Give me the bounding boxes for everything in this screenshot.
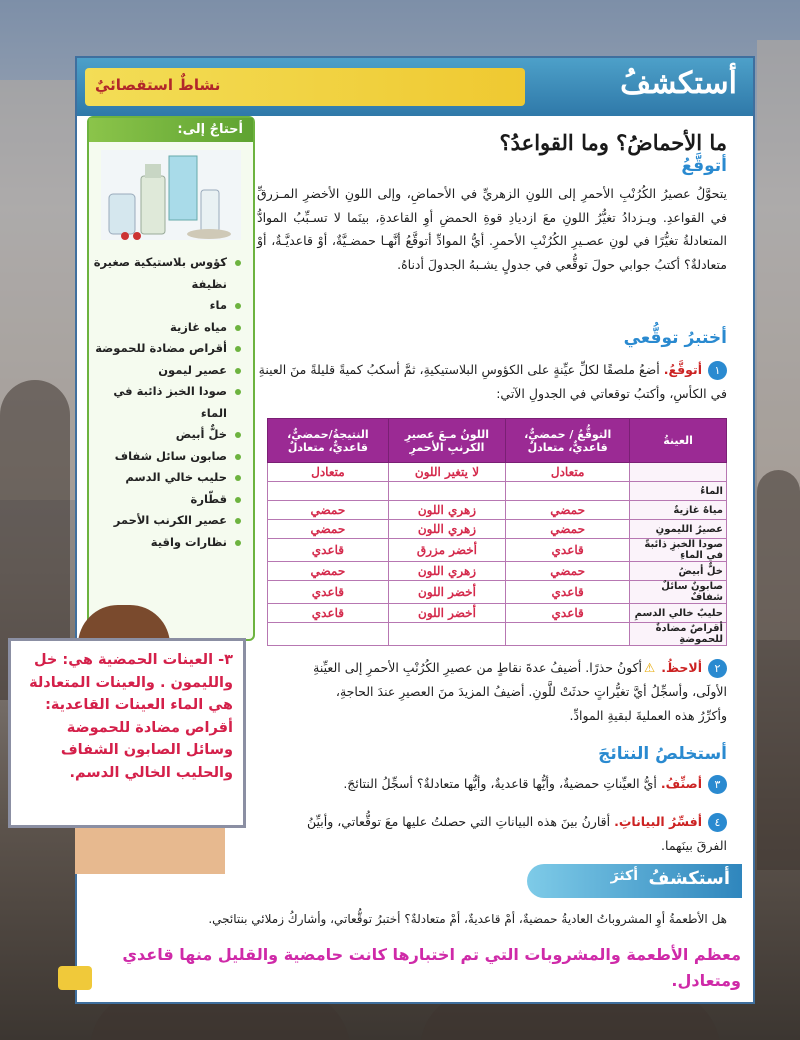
step-4 <box>307 810 727 858</box>
col-header-sample: العينةُ <box>630 419 727 463</box>
prediction-table <box>267 418 727 646</box>
explore-more-extra: أكثرَ <box>610 868 638 884</box>
material-item: صابون سائل شفاف <box>89 446 241 468</box>
step-number: ٢ <box>708 659 727 678</box>
step-number: ٣ <box>708 775 727 794</box>
explore-more-question: هل الأطعمةُ أوِ المشروباتُ العاديةُ حمضيةٌ، أمْ قاعديةٌ، أمْ متعادلةٌ؟ أختبرُ توقُّعاتي، وأشاركُ زملائي بنتائجي. <box>208 912 727 926</box>
materials-heading: أحتاجُ إلى: <box>89 118 253 142</box>
material-item: قطّارة <box>89 489 241 511</box>
explore-title: أستكشفُ <box>620 66 737 101</box>
page-tab <box>58 966 92 990</box>
step-number: ٤ <box>708 813 727 832</box>
material-item: أقراص مضادة للحموضة <box>89 338 241 360</box>
arch-shadow <box>757 470 800 870</box>
table-row: خلٌّ أبيضُ حمضي زهري اللون حمضي <box>268 562 727 581</box>
table-row: الماءُ <box>268 482 727 501</box>
table-row: صابونٌ سائلٌ شفافٌ قاعدي أخضر اللون قاعدي <box>268 581 727 604</box>
material-item: صودا الخبز ذائبة في الماء <box>89 381 241 424</box>
explore-more-banner <box>527 864 742 898</box>
table-row: صودا الخبزِ ذائبةً في الماءِ قاعدي أخضر مزرق قاعدي <box>268 539 727 562</box>
warning-icon: ⚠ <box>644 660 656 675</box>
material-item: مياه غازية <box>89 317 241 339</box>
conclude-heading: أستخلصُ النتائجَ <box>598 744 727 764</box>
step-keyword: أصنِّفُ. <box>660 776 702 791</box>
col-header-result: النتيجةُ/حمضيٌّ، قاعديٌّ، متعادلٌ <box>268 419 389 463</box>
table-row: عصيرُ الليمونِ حمضي زهري اللون حمضي <box>268 520 727 539</box>
material-item: كؤوس بلاستيكية صغيرة نظيفة <box>89 252 241 295</box>
material-item: عصير الكرنب الأحمر <box>89 510 241 532</box>
supplies-photo <box>101 150 241 240</box>
handwritten-answer-box: ٣- العينات الحمضية هي: خل والليمون . والعينات المتعادلة هي الماء العينات القاعدية: أقراص مضادة للحموضة وسائل الصابون الشفاف والحليب الخالي الدسم. <box>8 638 246 828</box>
table-row: مياهٌ غازيةٌ حمضي زهري اللون حمضي <box>268 501 727 520</box>
col-header-color: اللونُ مـعَ عصيرِ الكرنبِ الأحمرِ <box>388 419 505 463</box>
material-item: عصير ليمون <box>89 360 241 382</box>
predict-heading: أتوقَّعُ <box>681 156 727 176</box>
step-3 <box>307 772 727 796</box>
material-item: حليب خالي الدسم <box>89 467 241 489</box>
step-2 <box>307 656 727 728</box>
explore-more-word: أستكشفُ <box>648 868 730 889</box>
step-text: أضعُ ملصقًا لكلِّ عيِّنةٍ على الكؤوسِ البلاستيكيةِ، ثمَّ أسكبُ كميةً قليلةً منَ العينةِ في الكأسِ، وأكتبُ توقعاتي في الجدولِ الآتي: <box>258 362 727 401</box>
step-keyword: أتوقَّعُ. <box>663 362 702 377</box>
step-text: أضيفُ عدةَ نقاطٍ من عصيرِ الكُرُنْبِ الأحمرِ إلى العيِّنةِ الأولَى، وأسجِّلُ أيَّ تغيُّراتٍ حدثَتْ للَّونِ. أضيفُ المزيدَ منَ العصيرِ عندَ الحاجةِ، وأكرِّرُ هذه العمليةَ لبقيةِ الموادِّ. <box>313 660 727 723</box>
materials-sidebar <box>87 116 255 641</box>
step-keyword: أفسِّرُ البياناتِ. <box>614 814 702 829</box>
material-item: نظارات واقية <box>89 532 241 554</box>
table-row: متعادل لا يتغير اللون متعادل <box>268 463 727 482</box>
step-keyword: ألاحظُ. <box>661 660 702 675</box>
page-title: ما الأحماضُ؟ وما القواعدُ؟ <box>499 130 727 155</box>
predict-paragraph: يتحوَّلُ عصيرُ الكُرُنْبِ الأحمرِ إلى اللونِ الزهريِّ في الأحماضِ، وإلى اللونِ الأخضرِ المـزرقِّ في القواعدِ. ويـزدادُ تغيُّرُ اللونِ معَ ازديادِ قوةِ الحمضِ أوِ القاعدةِ، بينَما لا تسـبِّبُ الموادُّ المتعادلةُ تغيُّرًا في لونِ عصـيرِ الكُرُنْبِ الأحمرِ. أيُّ الموادِّ أتوقَّعُ أنَّهـا حمضـيَّةٌ، أوْ قاعديَّـةٌ، أوْ متعادلةٌ؟ أكتبُ جوابي حولَ توقُّعي في جدولٍ يشـبهُ الجدولَ أدناهُ. <box>257 186 727 272</box>
activity-label: نشاطٌ استقصائيٌ <box>95 76 221 94</box>
supplies-illustration <box>101 150 241 240</box>
material-item: ماء <box>89 295 241 317</box>
col-header-prediction: التوقُّعُ / حمضيٌّ، قاعديٌّ، متعادلٌ <box>506 419 630 463</box>
step-1 <box>257 358 727 406</box>
material-item: خلٌّ أبيض <box>89 424 241 446</box>
step-number: ١ <box>708 361 727 380</box>
step-warning: أكونُ حذرًا. <box>585 660 643 675</box>
student-photo-arm <box>75 828 225 874</box>
test-heading: أختبرُ توقُّعي <box>623 328 727 348</box>
table-row: حليبٌ خالي الدسمِ قاعدي أخضر اللون قاعدي <box>268 604 727 623</box>
materials-list <box>89 248 253 553</box>
step-text: أقارنُ بينَ هذه البياناتِ التي حصلتُ عليها معَ توقُّعاتي، وأبيِّنُ الفرقَ بينَهما. <box>307 814 727 853</box>
step-text: أيُّ العيِّناتِ حمضيةٌ، وأيُّها قاعديةٌ، وأيُّها متعادلةٌ؟ أسجِّلُ النتائجَ. <box>343 776 657 791</box>
explore-more-answer: معظم الأطعمة والمشروبات التي تم اختبارها كانت حامضية والقليل منها قاعدي ومتعادل. <box>122 945 741 990</box>
table-row: أقراصٌ مضادةٌ للحموضةِ <box>268 623 727 646</box>
